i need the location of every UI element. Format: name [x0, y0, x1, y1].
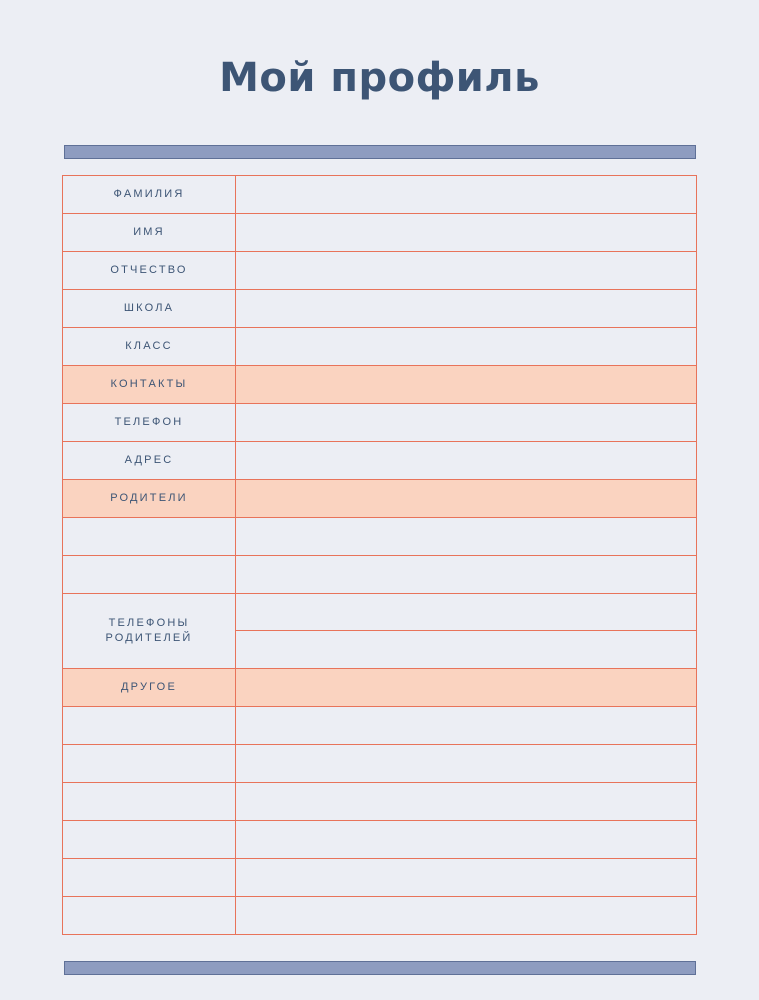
split-row [236, 594, 696, 631]
field-value[interactable] [236, 821, 697, 859]
field-label: ОТЧЕСТВО [63, 252, 236, 290]
field-label: ШКОЛА [63, 290, 236, 328]
table-row [63, 442, 697, 480]
table-row [63, 518, 697, 556]
field-label [63, 897, 236, 935]
table-row-parents-phones [63, 594, 697, 669]
field-label [63, 745, 236, 783]
field-label: ФАМИЛИЯ [63, 176, 236, 214]
field-value[interactable] [236, 897, 697, 935]
profile-table [62, 175, 697, 935]
field-value[interactable] [236, 518, 697, 556]
field-value-split [236, 594, 697, 669]
split-row [236, 631, 696, 668]
table-row [63, 214, 697, 252]
field-label [63, 859, 236, 897]
table-row [63, 745, 697, 783]
table-row [63, 556, 697, 594]
field-value[interactable] [236, 176, 697, 214]
field-label [63, 707, 236, 745]
section-label: ДРУГОЕ [63, 669, 236, 707]
table-row [63, 707, 697, 745]
field-value[interactable] [236, 442, 697, 480]
field-value[interactable] [236, 290, 697, 328]
field-value[interactable] [236, 252, 697, 290]
field-label [63, 518, 236, 556]
field-value[interactable] [236, 404, 697, 442]
section-label: РОДИТЕЛИ [63, 480, 236, 518]
table-row-section-header [63, 480, 697, 518]
field-value[interactable] [236, 214, 697, 252]
table-row-section-header [63, 669, 697, 707]
field-label [63, 821, 236, 859]
field-label: АДРЕС [63, 442, 236, 480]
field-value[interactable] [236, 328, 697, 366]
field-value[interactable] [236, 783, 697, 821]
field-label: ИМЯ [63, 214, 236, 252]
table-row [63, 897, 697, 935]
field-value[interactable] [236, 859, 697, 897]
field-value[interactable] [236, 669, 697, 707]
field-value[interactable] [236, 745, 697, 783]
field-label: ТЕЛЕФОН [63, 404, 236, 442]
field-value[interactable] [236, 480, 697, 518]
table-row [63, 328, 697, 366]
field-value[interactable] [236, 707, 697, 745]
field-value[interactable] [236, 556, 697, 594]
table-row [63, 290, 697, 328]
field-label [63, 556, 236, 594]
field-value[interactable] [236, 366, 697, 404]
field-label: ТЕЛЕФОНЫ РОДИТЕЛЕЙ [63, 594, 236, 669]
bottom-divider-bar [64, 961, 696, 975]
field-value[interactable] [236, 594, 696, 631]
table-row [63, 176, 697, 214]
table-row [63, 821, 697, 859]
field-value[interactable] [236, 631, 696, 668]
table-row [63, 404, 697, 442]
page-title: Мой профиль [219, 55, 540, 101]
field-label: КЛАСС [63, 328, 236, 366]
split-value-table [236, 594, 696, 667]
top-divider-bar [64, 145, 696, 159]
table-row-section-header [63, 366, 697, 404]
table-row [63, 252, 697, 290]
table-row [63, 783, 697, 821]
table-row [63, 859, 697, 897]
section-label: КОНТАКТЫ [63, 366, 236, 404]
field-label [63, 783, 236, 821]
